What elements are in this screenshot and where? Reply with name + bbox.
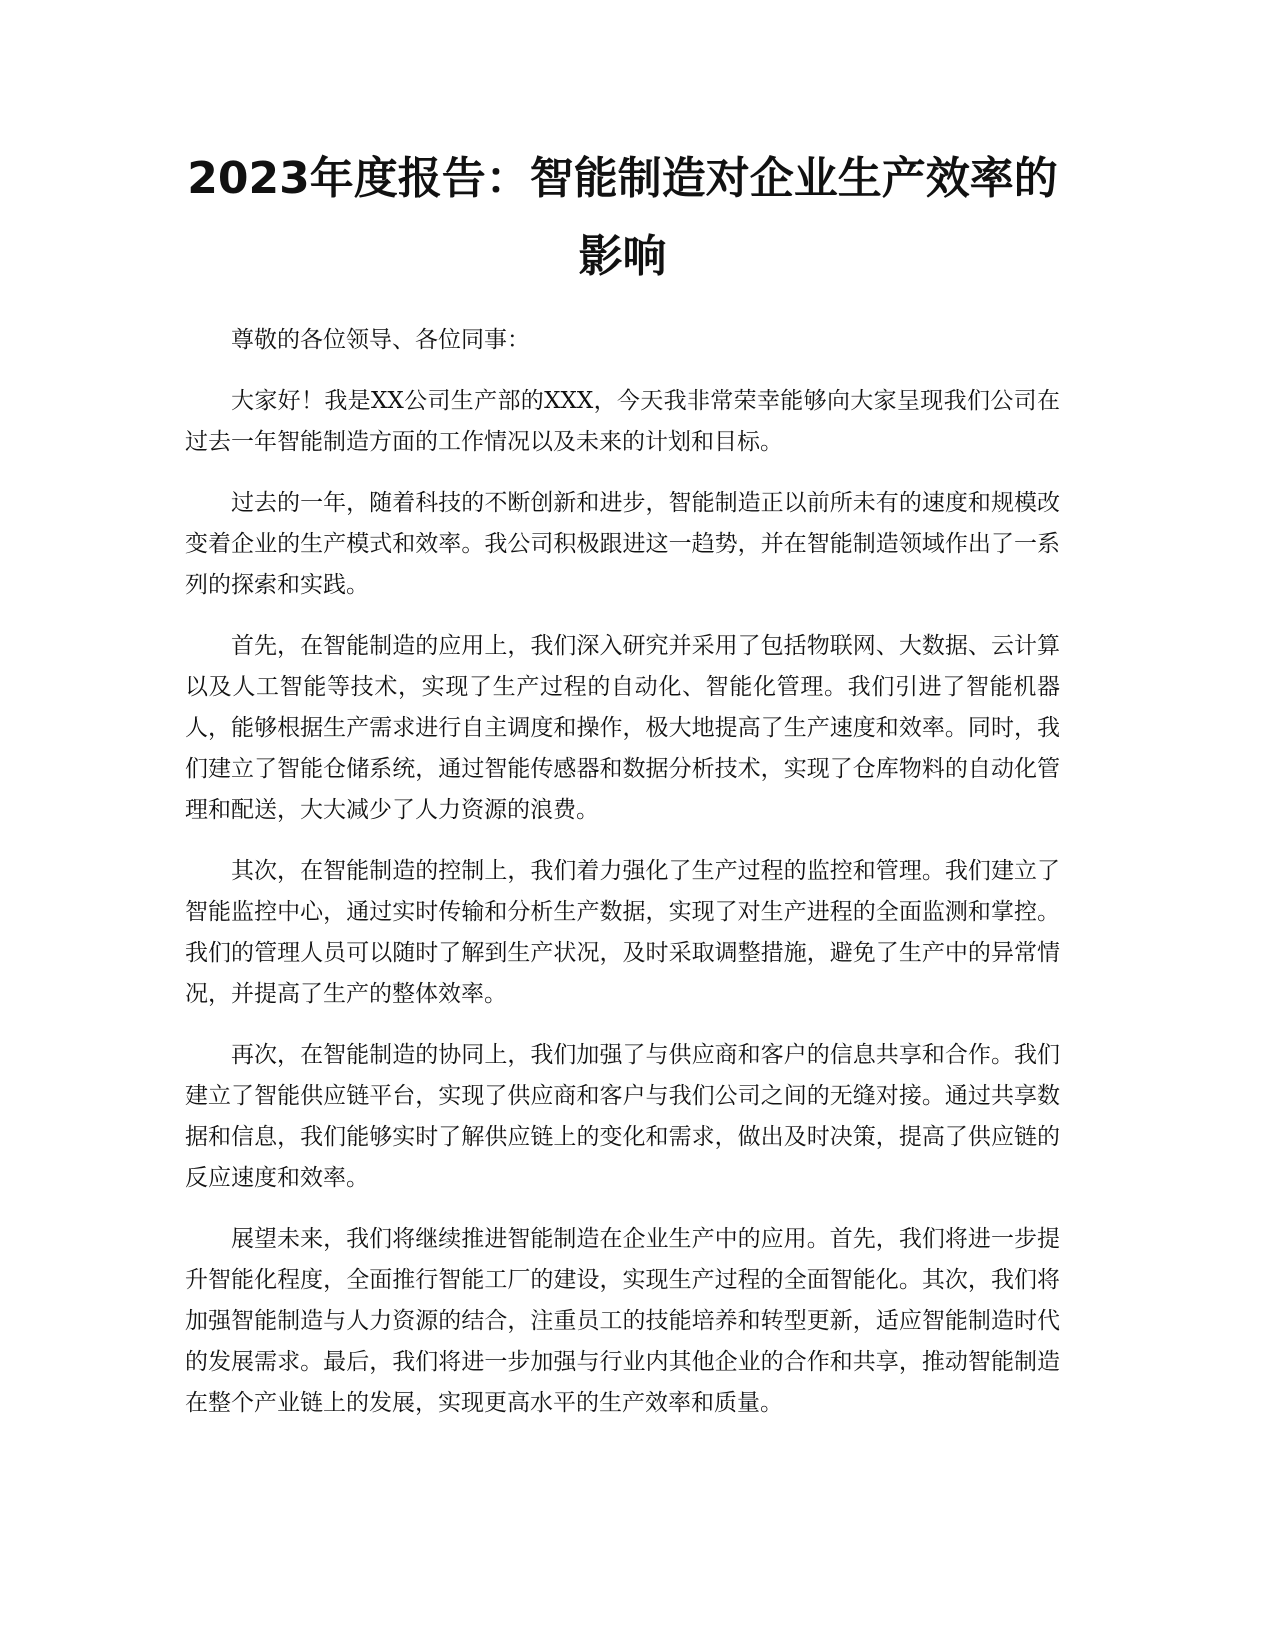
paragraph-collaboration: 再次，在智能制造的协同上，我们加强了与供应商和客户的信息共享和合作。我们建立了智能供应链平台，实现了供应商和客户与我们公司之间的无缝对接。通过共享数据和信息，我们能够实时了解供应链上的变化和需求，做出及时决策，提高了供应链的反应速度和效率。 [185, 1042, 1060, 1191]
title-line-1: 2023年度报告：智能制造对企业生产效率的 [187, 153, 1058, 204]
document-body [185, 320, 1060, 1424]
title-line-2: 影响 [578, 231, 667, 282]
document-title [185, 140, 1060, 296]
paragraph-application: 首先，在智能制造的应用上，我们深入研究并采用了包括物联网、大数据、云计算以及人工智能等技术，实现了生产过程的自动化、智能化管理。我们引进了智能机器人，能够根据生产需求进行自主调度和操作，极大地提高了生产速度和效率。同时，我们建立了智能仓储系统，通过智能传感器和数据分析技术，实现了仓库物料的自动化管理和配送，大大减少了人力资源的浪费。 [185, 633, 1060, 823]
paragraph-past-year: 过去的一年，随着科技的不断创新和进步，智能制造正以前所未有的速度和规模改变着企业的生产模式和效率。我公司积极跟进这一趋势，并在智能制造领域作出了一系列的探索和实践。 [185, 490, 1060, 598]
paragraph-outlook: 展望未来，我们将继续推进智能制造在企业生产中的应用。首先，我们将进一步提升智能化程度，全面推行智能工厂的建设，实现生产过程的全面智能化。其次，我们将加强智能制造与人力资源的结合，注重员工的技能培养和转型更新，适应智能制造时代的发展需求。最后，我们将进一步加强与行业内其他企业的合作和共享，推动智能制造在整个产业链上的发展，实现更高水平的生产效率和质量。 [185, 1226, 1060, 1416]
salutation: 尊敬的各位领导、各位同事： [231, 327, 530, 353]
paragraph-control: 其次，在智能制造的控制上，我们着力强化了生产过程的监控和管理。我们建立了智能监控中心，通过实时传输和分析生产数据，实现了对生产进程的全面监测和掌控。我们的管理人员可以随时了解到生产状况，及时采取调整措施，避免了生产中的异常情况，并提高了生产的整体效率。 [185, 858, 1060, 1007]
paragraph-greeting: 大家好！我是XX公司生产部的XXX，今天我非常荣幸能够向大家呈现我们公司在过去一年智能制造方面的工作情况以及未来的计划和目标。 [185, 388, 1060, 455]
